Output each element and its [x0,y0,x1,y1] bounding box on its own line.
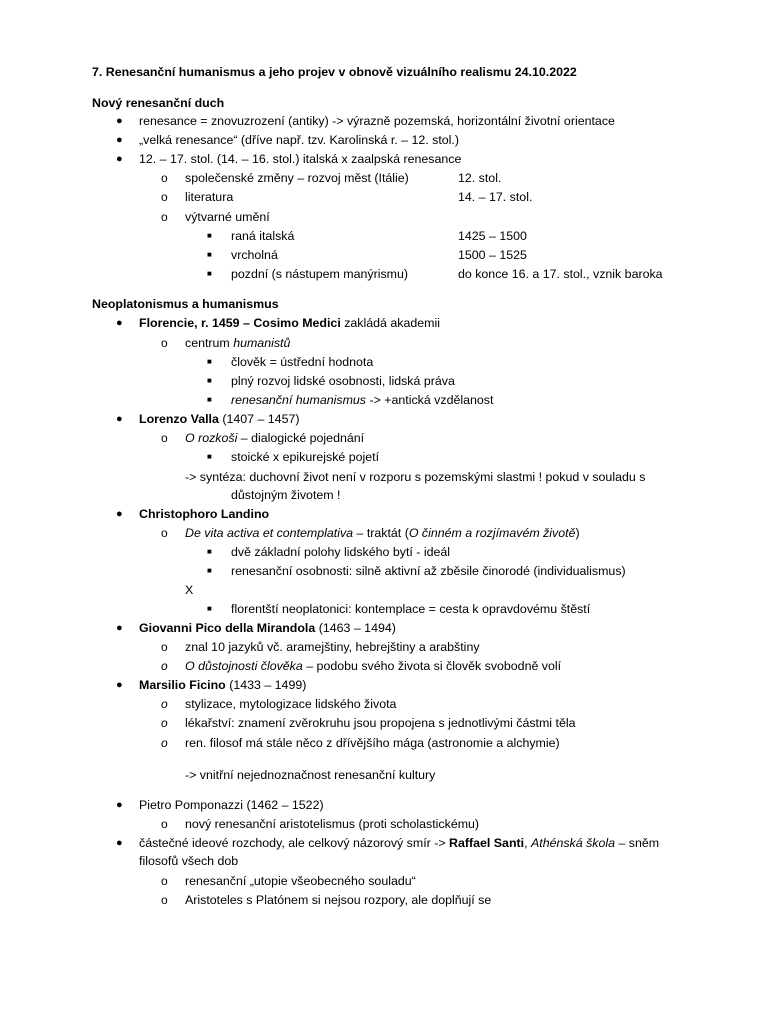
list-item: raná italská [231,229,295,243]
list-item: vrcholná [231,248,278,262]
square-bullet-icon: ■ [207,604,212,613]
square-bullet-icon: ■ [207,250,212,259]
synthesis-line: -> syntéza: duchovní život není v rozporu s pozemskými slastmi ! pokud v souladu s [185,470,646,484]
bullet-icon: ● [116,317,123,329]
list-item: renesanční „utopie všeobecného souladu“ [185,874,416,888]
bullet-icon: ● [116,837,123,849]
list-item-italic: O rozkoši [185,431,238,445]
list-item: „velká renesance“ (dříve např. tzv. Karolinská r. – 12. stol.) [139,133,459,147]
document-title: 7. Renesanční humanismus a jeho projev v obnově vizuálního realismu 24.10.2022 [92,65,577,79]
list-item-text: , [524,836,531,850]
circle-bullet-icon: o [161,640,168,654]
list-item: 12. – 17. stol. (14. – 16. stol.) italská x zaalpská renesance [139,152,462,166]
square-bullet-icon: ■ [207,547,212,556]
list-item [139,835,659,851]
list-item-continued: filosofů všech dob [139,854,239,868]
list-item: ren. filosof má stále něco z dřívějšího mága (astronomie a alchymie) [185,736,560,750]
list-item-text: – dialogické pojednání [237,431,365,445]
list-item: Aristoteles s Platónem si nejsou rozpory, ale doplňují se [185,893,492,907]
list-item: dvě základní polohy lidského bytí - ideál [231,545,451,559]
bullet-icon: ● [116,508,123,520]
bullet-icon: ● [116,153,123,165]
list-item-italic: Athénská škola [530,836,616,850]
list-item-italic: renesanční humanismus [231,393,366,407]
list-item-text: -> +antická vzdělanost [366,393,494,407]
circle-bullet-icon: o [161,431,168,445]
bullet-icon: ● [116,679,123,691]
list-item: Pietro Pomponazzi (1462 – 1522) [139,798,324,812]
list-item: stoické x epikurejské pojetí [231,450,380,464]
list-item [185,430,364,446]
circle-bullet-icon: o [161,697,168,711]
section-heading-neoplatonismus: Neoplatonismus a humanismus [92,297,279,311]
list-item-italic: De vita activa et contemplativa [185,526,354,540]
list-item-text: – podobu svého života si člověk svobodně volí [302,659,562,673]
list-item: nový renesanční aristotelismus (proti scholastickému) [185,817,480,831]
circle-bullet-icon: o [161,716,168,730]
list-item: Christophoro Landino [139,507,270,521]
list-item-italic: humanistů [233,336,291,350]
list-item-text: (1433 – 1499) [225,678,307,692]
list-item: stylizace, mytologizace lidského života [185,697,397,711]
square-bullet-icon: ■ [207,566,212,575]
date-value: 12. stol. [458,171,502,185]
list-item: renesance = znovuzrození (antiky) -> výrazně pozemská, horizontální životní orientace [139,114,615,128]
circle-bullet-icon: o [161,893,168,907]
list-item [231,392,493,408]
circle-bullet-icon: o [161,171,168,185]
section-heading-novy-duch: Nový renesanční duch [92,96,225,110]
list-item-bold: Raffael Santi [449,836,525,850]
list-item: výtvarné umění [185,210,270,224]
list-item: plný rozvoj lidské osobnosti, lidská práva [231,374,455,388]
bullet-icon: ● [116,799,123,811]
list-item-text: (1407 – 1457) [218,412,300,426]
bullet-icon: ● [116,134,123,146]
list-item: znal 10 jazyků vč. aramejštiny, hebrejštiny a arabštiny [185,640,480,654]
list-item-bold: Giovanni Pico della Mirandola [139,621,316,635]
date-value: 14. – 17. stol. [458,190,533,204]
square-bullet-icon: ■ [207,452,212,461]
synthesis-line-continued: důstojným životem ! [231,488,341,502]
square-bullet-icon: ■ [207,395,212,404]
list-item-text: centrum [185,336,234,350]
bullet-icon: ● [116,115,123,127]
square-bullet-icon: ■ [207,376,212,385]
date-value: 1500 – 1525 [458,248,527,262]
list-item [185,525,580,541]
circle-bullet-icon: o [161,659,168,673]
list-item-bold: Marsilio Ficino [139,678,226,692]
list-item-italic: O důstojnosti člověka [185,659,303,673]
contrast-mark: X [185,583,194,597]
circle-bullet-icon: o [161,526,168,540]
list-item: pozdní (s nástupem manýrismu) [231,267,408,281]
list-item-text: částečné ideové rozchody, ale celkový názorový smír -> [139,836,450,850]
list-item-text: – traktát ( [353,526,409,540]
list-item: společenské změny – rozvoj měst (Itálie) [185,171,409,185]
circle-bullet-icon: o [161,336,168,350]
list-item: florentští neoplatonici: kontemplace = cesta k opravdovému štěstí [231,602,591,616]
circle-bullet-icon: o [161,874,168,888]
list-item-text: – sněm [615,836,660,850]
list-item [185,658,561,674]
date-value: do konce 16. a 17. stol., vznik baroka [458,267,663,281]
list-item [139,677,306,693]
list-item-italic: O činném a rozjímavém životě [408,526,576,540]
list-item [139,620,396,636]
conclusion-line: -> vnitřní nejednoznačnost renesanční kultury [185,768,436,782]
list-item: lékařství: znamení zvěrokruhu jsou propojena s jednotlivými částmi těla [185,716,576,730]
square-bullet-icon: ■ [207,357,212,366]
list-item-text: zakládá akademii [340,316,440,330]
list-item: renesanční osobnosti: silně aktivní až zběsile činorodé (individualismus) [231,564,626,578]
list-item-text: ) [575,526,580,540]
circle-bullet-icon: o [161,190,168,204]
list-item [139,411,299,427]
date-value: 1425 – 1500 [458,229,527,243]
square-bullet-icon: ■ [207,231,212,240]
list-item-bold: Florencie, r. 1459 – Cosimo Medici [139,316,341,330]
bullet-icon: ● [116,622,123,634]
list-item: literatura [185,190,234,204]
list-item-text: (1463 – 1494) [315,621,396,635]
list-item: člověk = ústřední hodnota [231,355,374,369]
list-item [139,315,440,331]
list-item [185,335,290,351]
circle-bullet-icon: o [161,210,168,224]
circle-bullet-icon: o [161,736,168,750]
square-bullet-icon: ■ [207,269,212,278]
bullet-icon: ● [116,413,123,425]
circle-bullet-icon: o [161,817,168,831]
list-item-bold: Lorenzo Valla [139,412,219,426]
